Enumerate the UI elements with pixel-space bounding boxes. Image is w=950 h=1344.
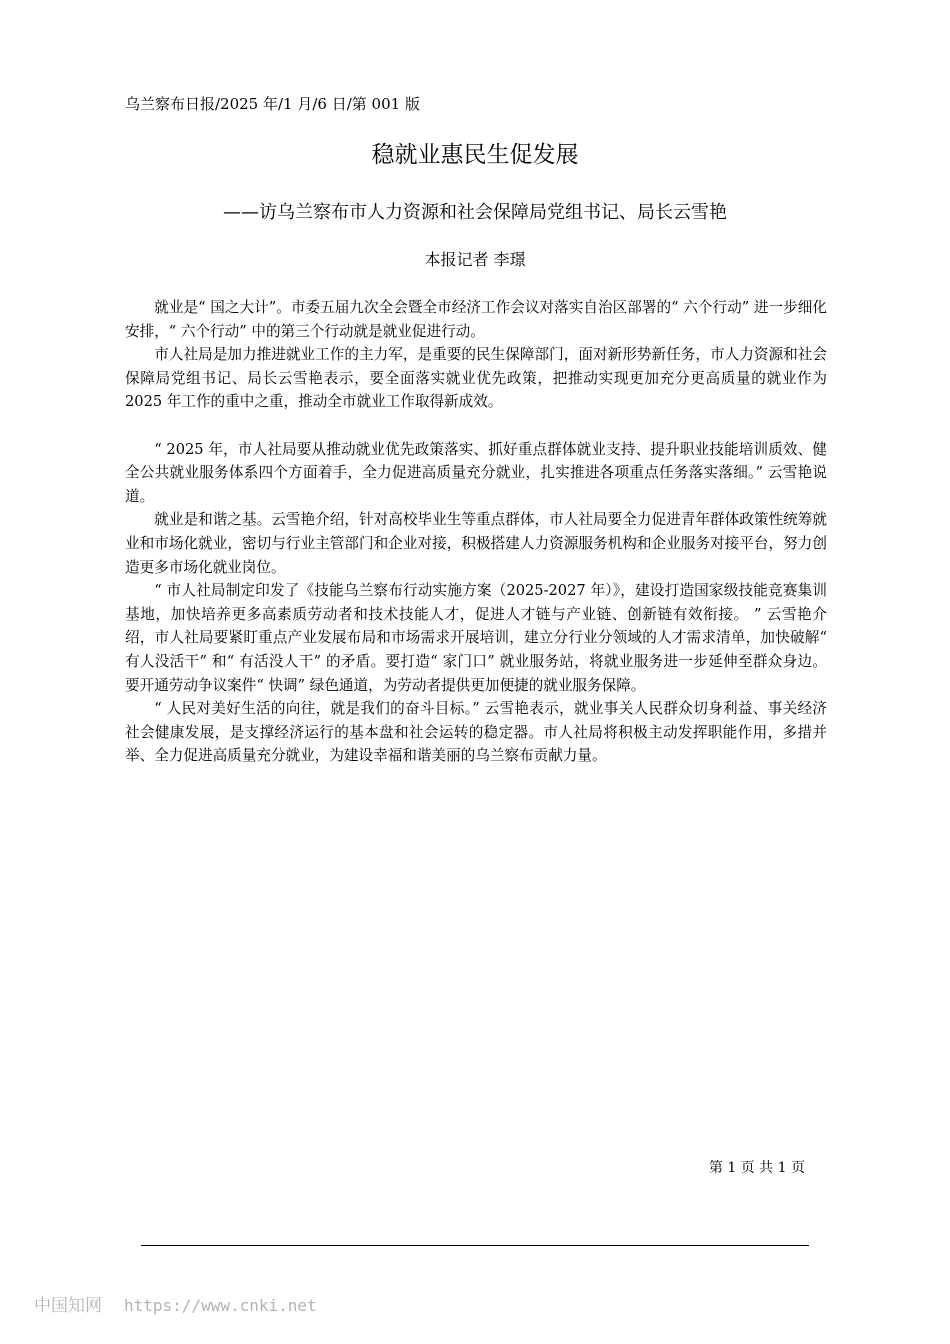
- paragraph: “ 人民对美好生活的向往，就是我们的奋斗目标。” 云雪艳表示，就业事关人民群众切身利益、事关经济社会健康发展，是支撑经济运行的基本盘和社会运转的稳定器。市人社局将积极主动发挥职能作用，多措并举、全力促进高质量充分就业，为建设幸福和谐美丽的乌兰察布贡献力量。: [125, 700, 827, 765]
- article-body: [125, 296, 827, 768]
- article-byline: 本报记者 李璟: [424, 250, 526, 269]
- watermark-url: https://www.cnki.net: [124, 1296, 317, 1315]
- watermark-name: 中国知网: [34, 1296, 102, 1316]
- paragraph: 就业是和谐之基。云雪艳介绍，针对高校毕业生等重点群体，市人社局要全力促进青年群体政策性统筹就业和市场化就业，密切与行业主管部门和企业对接，积极搭建人力资源服务机构和企业服务对接平台，努力创造更多市场化就业岗位。: [125, 511, 827, 576]
- footer-divider: [141, 1245, 809, 1246]
- article-subtitle: ——访乌兰察布市人力资源和社会保障局党组书记、局长云雪艳: [223, 202, 727, 223]
- publication-source: 乌兰察布日报/2025 年/1 月/6 日/第 001 版: [125, 95, 420, 113]
- paragraph: “ 2025 年，市人社局要从推动就业优先政策落实、抓好重点群体就业支持、提升职业技能培训质效、健全公共就业服务体系四个方面着手，全力促进高质量充分就业，扎实推进各项重点任务落实落细。” 云雪艳说道。: [125, 440, 827, 505]
- article-title: 稳就业惠民生促发展: [371, 142, 579, 168]
- paragraph: “ 市人社局制定印发了《技能乌兰察布行动实施方案（2025-2027 年）》，建设打造国家级技能竞赛集训基地，加快培养更多高素质劳动者和技术技能人才，促进人才链与产业链、创新链有效衔接。 ” 云雪艳介绍，市人社局要紧盯重点产业发展布局和市场需求开展培训，建立分行业分领域的人才需求清单，加快破解“ 有人没活干” 和“ 有活没人干” 的矛盾。要打造“ 家门口” 就业服务站，将就业服务进一步延伸至群众身边。要开通劳动争议案件“ 快调” 绿色通道，为劳动者提供更加便捷的就业服务保障。: [125, 582, 827, 694]
- cnki-watermark: [34, 1294, 317, 1318]
- page-indicator: 第 1 页 共 1 页: [708, 1160, 805, 1176]
- paragraph: 市人社局是加力推进就业工作的主力军，是重要的民生保障部门，面对新形势新任务，市人力资源和社会保障局党组书记、局长云雪艳表示，要全面落实就业优先政策，把推动实现更加充分更高质量的就业作为 2025 年工作的重中之重，推动全市就业工作取得新成效。: [125, 346, 827, 411]
- paragraph: 就业是“ 国之大计”。市委五届九次全会暨全市经济工作会议对落实自治区部署的“ 六个行动” 进一步细化安排，“ 六个行动” 中的第三个行动就是就业促进行动。: [125, 299, 827, 340]
